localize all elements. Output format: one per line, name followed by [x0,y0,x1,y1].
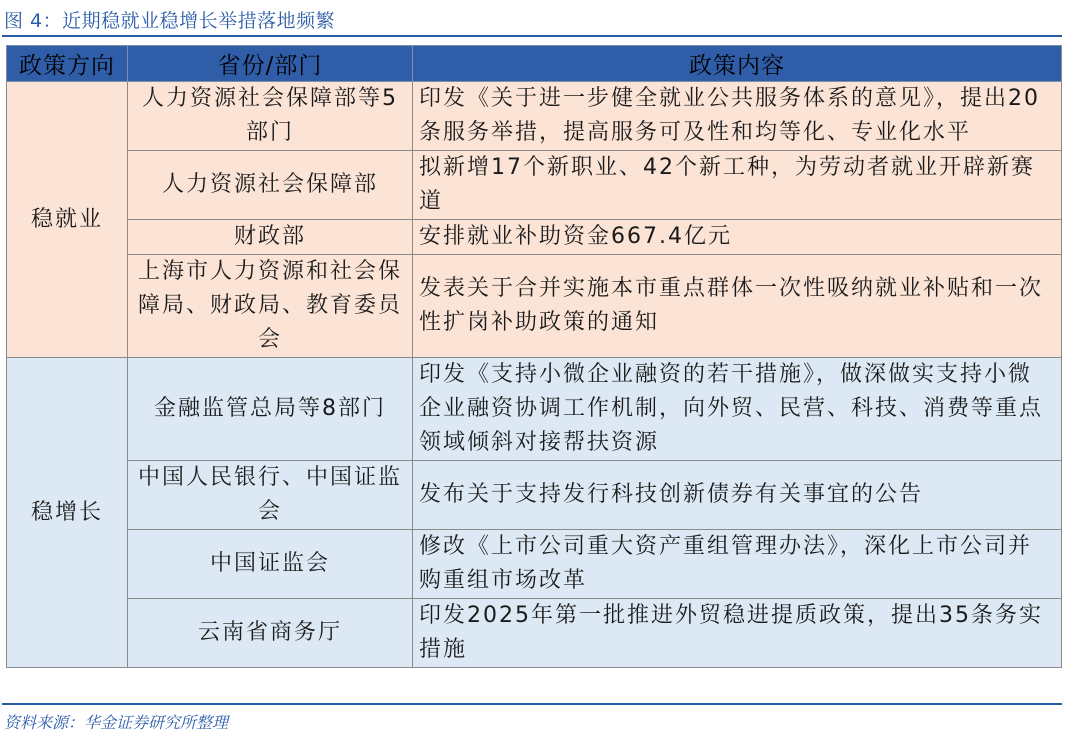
direction-cell: 稳增长 [7,358,128,668]
bottom-divider [2,703,1062,705]
table-row [7,599,1062,668]
policy-table [6,45,1062,668]
source-note: 资料来源：华金证券研究所整理 [4,713,229,732]
department-cell: 人力资源社会保障部等5部门 [128,82,413,151]
content-cell: 发布关于支持发行科技创新债券有关事宜的公告 [413,461,1062,530]
department-cell: 中国证监会 [128,530,413,599]
department-cell: 中国人民银行、中国证监会 [128,461,413,530]
header-row [7,46,1062,82]
department-cell: 云南省商务厅 [128,599,413,668]
table-row [7,358,1062,461]
content-cell: 修改《上市公司重大资产重组管理办法》，深化上市公司并购重组市场改革 [413,530,1062,599]
direction-cell: 稳就业 [7,82,128,358]
header-department: 省份/部门 [128,46,413,82]
figure-title: 图 4：近期稳就业稳增长举措落地频繁 [4,10,336,32]
department-cell: 人力资源社会保障部 [128,151,413,220]
content-cell: 印发2025年第一批推进外贸稳进提质政策，提出35条务实措施 [413,599,1062,668]
table-row [7,151,1062,220]
content-cell: 发表关于合并实施本市重点群体一次性吸纳就业补贴和一次性扩岗补助政策的通知 [413,255,1062,358]
department-cell: 财政部 [128,220,413,255]
department-cell: 上海市人力资源和社会保障局、财政局、教育委员会 [128,255,413,358]
table-row [7,255,1062,358]
top-divider [2,35,1062,37]
header-direction: 政策方向 [7,46,128,82]
content-cell: 印发《支持小微企业融资的若干措施》，做深做实支持小微企业融资协调工作机制，向外贸、民营、科技、消费等重点领域倾斜对接帮扶资源 [413,358,1062,461]
content-cell: 拟新增17个新职业、42个新工种，为劳动者就业开辟新赛道 [413,151,1062,220]
header-content: 政策内容 [413,46,1062,82]
department-cell: 金融监管总局等8部门 [128,358,413,461]
content-cell: 印发《关于进一步健全就业公共服务体系的意见》，提出20条服务举措，提高服务可及性和均等化、专业化水平 [413,82,1062,151]
table-row [7,220,1062,255]
table-row [7,461,1062,530]
table-row [7,530,1062,599]
table-row [7,82,1062,151]
content-cell: 安排就业补助资金667.4亿元 [413,220,1062,255]
